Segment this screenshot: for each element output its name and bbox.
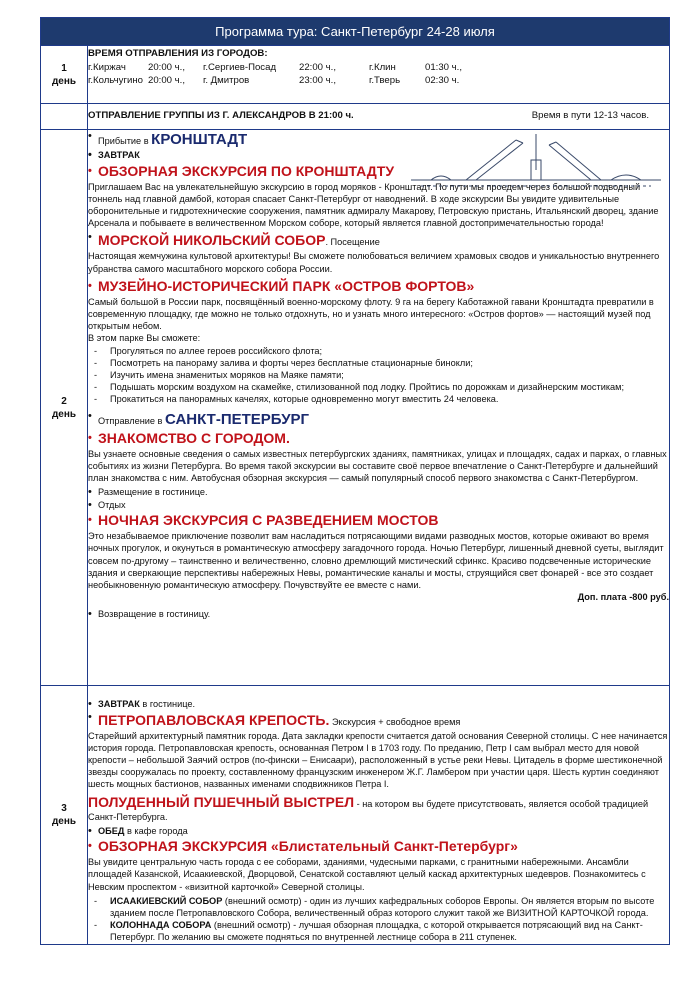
city-name: г.Тверь [369, 74, 401, 86]
group-departure-text: ОТПРАВЛЕНИЕ ГРУППЫ ИЗ Г. АЛЕКСАНДРОВ В 21:00 ч. [88, 110, 354, 121]
city-name: г.Кольчугино [88, 74, 143, 86]
acquaintance-title: • ЗНАКОМСТВО С ГОРОДОМ. [88, 429, 669, 447]
day-number: 1 [61, 62, 67, 74]
isaac-text: (внешний осмотр) - один из лучших кафедральных соборов Европы. Он является вторым по высоте зданием после Петропавловского Собора, величественный образ которого служит такой же ВИЗИТНОЙ КАРТОЧКОЙ города. [110, 895, 655, 919]
day-word: день [51, 815, 77, 827]
park-item: - Прогуляться по аллее героев российского флота; [88, 345, 669, 357]
fortress-text: Старейший архитектурный памятник города. Дата закладки крепости считается датой основания Северной столицы. С нее начинается история города. Петропавловская крепость, основанная Петром I в 1703 году. По преданию, Петр I сам выбрал место для новой крепости – небольшой Заячий остров (по-фински – Енисаари), расположенный в устье реки Невы. Цитадель в форме шестиконечной звезды сооружалась по проекту, составленному французским инженером Ж.Г. Ламбером при участии царя. Шесть куртин соединяют шесть мощных бастионов, названных именами сподвижников Петра I. [88, 730, 668, 790]
day-2-content [88, 130, 670, 686]
day-1-label [41, 46, 88, 104]
fortress-title: ПЕТРОПАВЛОВСКАЯ КРЕПОСТЬ. [98, 711, 330, 728]
arrival-prefix: Прибытие в [98, 136, 149, 146]
day-2-label [41, 130, 88, 686]
day-3-label [41, 686, 88, 945]
breakfast-item [88, 698, 669, 711]
night-tour-text: Это незабываемое приключение позволит вам насладиться потрясающими видами разводных мостов, которые оживают во время ночных прогулок, и окунуться в романтическую атмосферу загадочного города. Ночью Петербург, лишенный дневной суеты, выглядит совсем по-другому – таинственно и величественно, словно дремлющий мистический сфинкс. Красиво подсвеченные исторические здания и сверкающие перспективы набережных Невы, романтические каналы и мосты, струящийся свет фонарей - все это создает необыкновенную романтическую атмосферу. Почувствуйте ее вместе с нами. [88, 531, 664, 590]
colonnade-item [88, 919, 669, 943]
city-name: г.Сергиев-Посад [203, 61, 277, 73]
day-number: 3 [61, 802, 67, 814]
group-departure [88, 104, 669, 127]
night-tour-title: • НОЧНАЯ ЭКСКУРСИЯ С РАЗВЕДЕНИЕМ МОСТОВ [88, 511, 669, 529]
lunch-label: ОБЕД [98, 825, 125, 836]
cannon-shot [88, 793, 669, 823]
fortress-item [88, 711, 669, 729]
park-intro: В этом парке Вы сможете: [88, 333, 201, 344]
tour-kronstadt-text: Приглашаем Вас на увлекательнейшую экскурсию в город моряков - Кронштадт. По пути мы проедем через большой подводный тоннель над главной дамбой, которая спасает Санкт-Петербург от наводнений. В ходе экскурсии Вы увидите удивительные оборонительные и гидротехнические сооружения, памятник адмиралу Макарову, Петровскую пристань, Итальянский дворец, здание Арсенала и побываете в величественном Морском соборе, который является главной достопримечательностью города! [88, 181, 659, 229]
isaac-label: ИСААКИЕВСКИЙ СОБОР [110, 895, 223, 906]
park-item: - Прокатиться на панорамных качелях, которые одновременно могут вместить 24 человека. [88, 393, 669, 405]
tour-kronstadt-title: • ОБЗОРНАЯ ЭКСКУРСИЯ ПО КРОНШТАДТУ [88, 162, 669, 180]
cathedral-item [88, 231, 669, 249]
city-time: 02:30 ч. [425, 74, 460, 86]
tour-program-table [40, 17, 670, 945]
return-item: • Возвращение в гостиницу. [88, 608, 669, 621]
hotel-item: • Размещение в гостинице. [88, 486, 669, 499]
park-item: - Подышать морским воздухом на скамейке, стилизованной под лодку. Пройтись по дорожкам и дизайнерским мостикам; [88, 381, 669, 393]
day-word: день [51, 408, 77, 420]
group-departure-row [88, 104, 670, 130]
lunch-item [88, 825, 669, 838]
brilliant-tour-text: Вы увидите центральную часть города с ее соборами, зданиями, чудесными парками, с гранитными набережными. Ансамбли площадей Казанской, Исаакиевской, Дворцовой, Сенатской составляют целый каскад архитектурных шедевров. Познакомитесь с Невским проспектом - «визитной карточкой» Северной столицы. [88, 857, 646, 892]
arrival-city: КРОНШТАДТ [151, 131, 248, 148]
colonnade-text: (внешний осмотр) - лучшая обзорная площадка, с которой открывается потрясающий вид на Санкт-Петербург. По желанию вы сможете подняться по внутренней лестнице собора в 211 ступенек. [110, 920, 643, 943]
brilliant-tour-title: • ОБЗОРНАЯ ЭКСКУРСИЯ «Блистательный Санкт-Петербург» [88, 837, 669, 855]
breakfast-item: • ЗАВТРАК [88, 149, 669, 162]
breakfast-rest: в гостинице. [139, 699, 196, 709]
departure-spb [88, 410, 669, 429]
program-title: Программа тура: Санкт-Петербург 24-28 июля [41, 18, 670, 46]
acquaintance-text: Вы узнаете основные сведения о самых известных петербургских зданиях, памятниках, улицах и площадях, садах и парках, о главных событиях из жизни Петербурга. Во время такой экскурсии вы составите своё первое впечатление о Санкт-Петербурге и дальнейший план знакомства с ним. Автобусная обзорная экскурсия — самый популярный способ первого знакомства с Санкт-Петербургом. [88, 448, 667, 483]
city-name: г. Дмитров [203, 74, 250, 86]
isaac-cathedral-item [88, 895, 669, 919]
city-time: 23:00 ч., [299, 74, 337, 86]
lunch-rest: в кафе города [124, 825, 188, 836]
city-time: 20:00 ч., [148, 74, 186, 86]
departure-city: САНКТ-ПЕТЕРБУРГ [165, 410, 310, 428]
travel-time: Время в пути 12-13 часов. [531, 110, 649, 121]
city-time: 20:00 ч., [148, 61, 186, 73]
day-word: день [51, 75, 77, 87]
cathedral-text: Настоящая жемчужина культовой архитектуры! Вы сможете полюбоваться величием храмовых сводов и уникальностью внутреннего убранства самого масштабного морского собора России. [88, 251, 660, 274]
departure-prefix: Отправление в [98, 415, 163, 426]
fortress-suffix: Экскурсия + свободное время [329, 716, 461, 727]
departure-title: ВРЕМЯ ОТПРАВЛЕНИЯ ИЗ ГОРОДОВ: [88, 48, 268, 59]
cathedral-suffix: . Посещение [325, 237, 380, 248]
arrival-kronstadt [88, 130, 669, 149]
extra-fee: Доп. плата -800 руб. [577, 592, 669, 603]
day-1-departure-cities [88, 46, 670, 104]
park-item: - Изучить имена знаменитых моряков на Маяке памяти; [88, 369, 669, 381]
rest-item: • Отдых [88, 499, 669, 512]
park-title: • МУЗЕЙНО-ИСТОРИЧЕСКИЙ ПАРК «ОСТРОВ ФОРТОВ» [88, 277, 669, 295]
day-number: 2 [61, 395, 67, 407]
city-time: 01:30 ч., [425, 61, 463, 73]
cathedral-title: МОРСКОЙ НИКОЛЬСКИЙ СОБОР [98, 232, 326, 249]
cities-grid [88, 61, 669, 87]
day-3-content [88, 686, 670, 945]
park-item: - Посмотреть на панораму залива и форты через бесплатные стационарные бинокли; [88, 357, 669, 369]
cannon-shot-title: ПОЛУДЕННЫЙ ПУШЕЧНЫЙ ВЫСТРЕЛ [88, 793, 355, 810]
colonnade-label: КОЛОННАДА СОБОРА [110, 920, 212, 931]
city-time: 22:00 ч., [299, 61, 337, 73]
park-text: Самый большой в России парк, посвящённый военно-морскому флоту. 9 га на берегу Каботажной гавани Кронштадта превратили в современную площадку, где можно не только отдохнуть, но и узнать много интересного: «Остров фортов» — настоящий музей под открытым небом. [88, 296, 654, 332]
city-name: г.Клин [369, 61, 396, 73]
day-1-label-cont [41, 104, 88, 130]
cannon-shot-text: - на котором вы будете присутствовать, является особой традицией Санкт-Петербурга. [88, 798, 649, 822]
city-name: г.Киржач [88, 61, 126, 73]
breakfast-label: ЗАВТРАК [98, 699, 140, 709]
